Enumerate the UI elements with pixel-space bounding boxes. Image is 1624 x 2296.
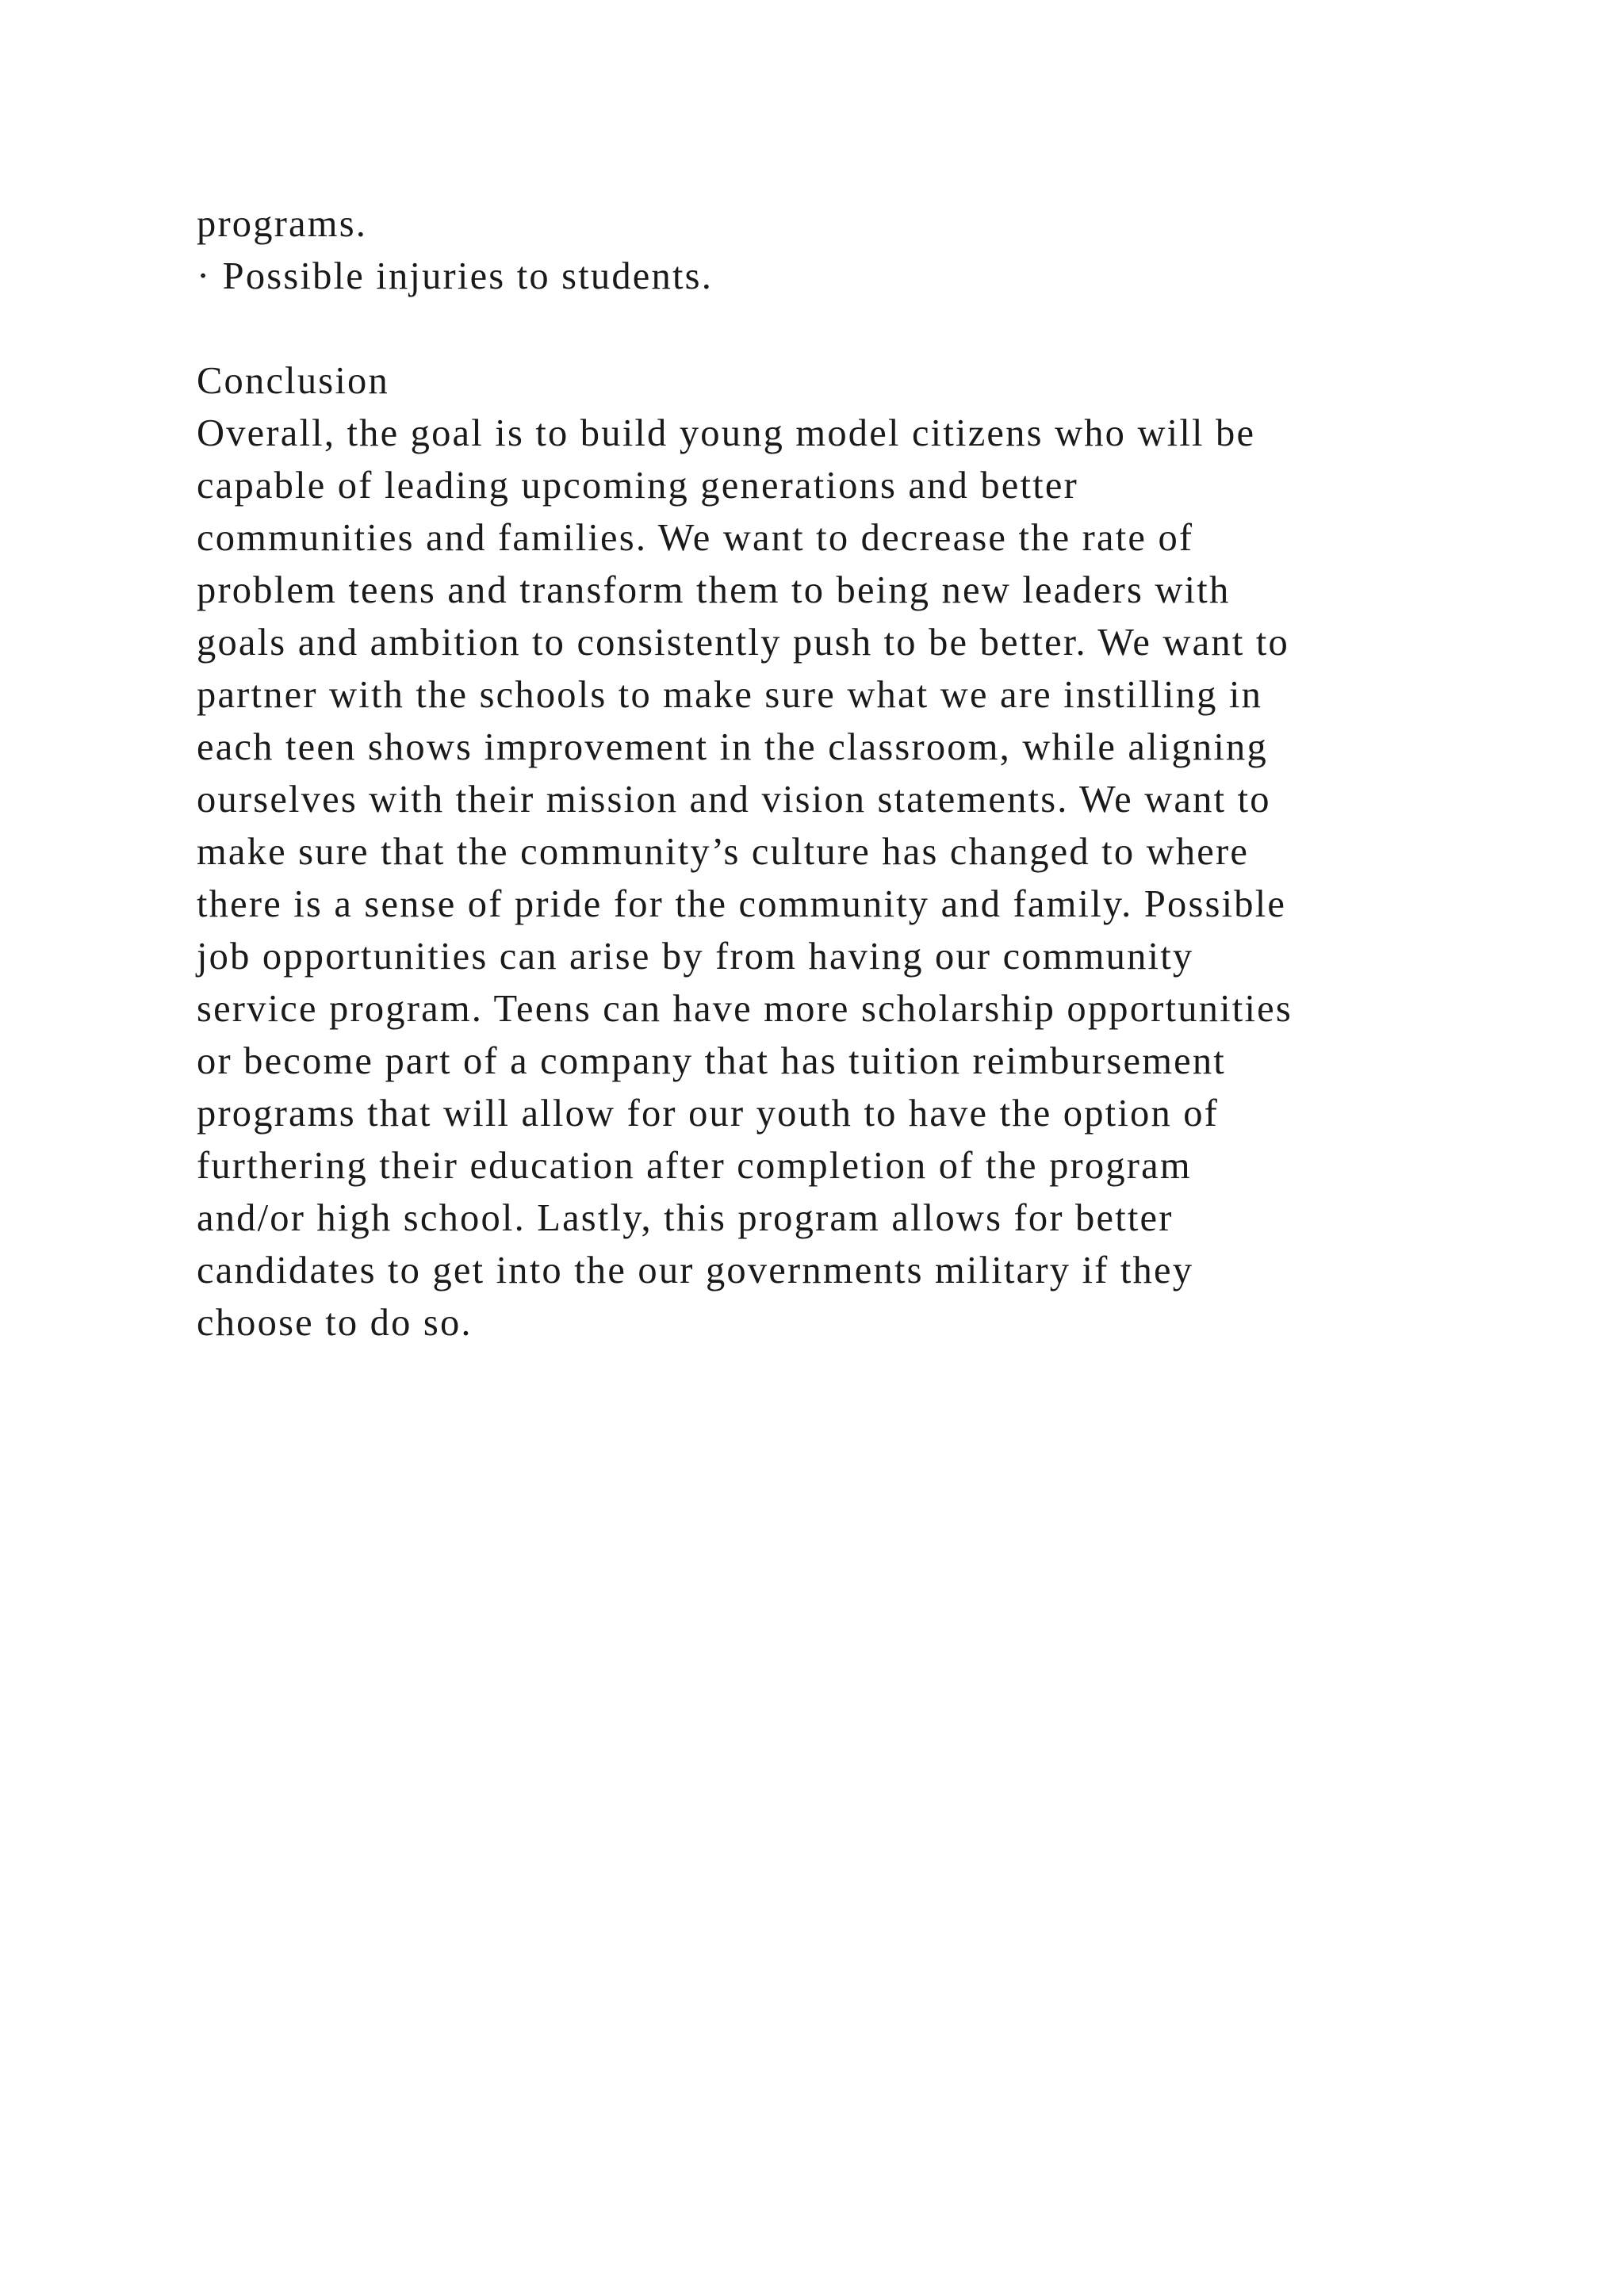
paragraph-line: each teen shows improvement in the classroom, while aligning xyxy=(197,726,1268,768)
paragraph-line: make sure that the community’s culture has changed to where xyxy=(197,831,1250,873)
paragraph-line: and/or high school. Lastly, this program allows for better xyxy=(197,1197,1174,1239)
paragraph-line: candidates to get into the our governments military if they xyxy=(197,1249,1194,1292)
paragraph-line: furthering their education after completion of the program xyxy=(197,1145,1192,1187)
paragraph-line: communities and families. We want to decrease the rate of xyxy=(197,517,1194,559)
blank-line xyxy=(197,303,1465,355)
text-line: programs. xyxy=(197,203,368,245)
paragraph-line: Overall, the goal is to build young model citizens who will be xyxy=(197,412,1256,454)
paragraph-line: there is a sense of pride for the community and family. Possible xyxy=(197,883,1287,925)
paragraph-line: or become part of a company that has tuition reimbursement xyxy=(197,1040,1226,1082)
paragraph-line: capable of leading upcoming generations and better xyxy=(197,465,1078,507)
paragraph-line: partner with the schools to make sure what we are instilling in xyxy=(197,674,1263,716)
paragraph-line: choose to do so. xyxy=(197,1302,473,1344)
paragraph-line: ourselves with their mission and vision statements. We want to xyxy=(197,779,1271,821)
paragraph-line: job opportunities can arise by from having our community xyxy=(197,936,1194,978)
paragraph-line: problem teens and transform them to being new leaders with xyxy=(197,569,1231,611)
paragraph-line: service program. Teens can have more scholarship opportunities xyxy=(197,988,1293,1030)
paragraph-line: goals and ambition to consistently push to be better. We want to xyxy=(197,622,1289,664)
paragraph-line: programs that will allow for our youth to have the option of xyxy=(197,1093,1220,1135)
bullet-item: · Possible injuries to students. xyxy=(197,255,714,297)
section-heading: Conclusion xyxy=(197,360,389,402)
document-body xyxy=(197,198,1465,1349)
